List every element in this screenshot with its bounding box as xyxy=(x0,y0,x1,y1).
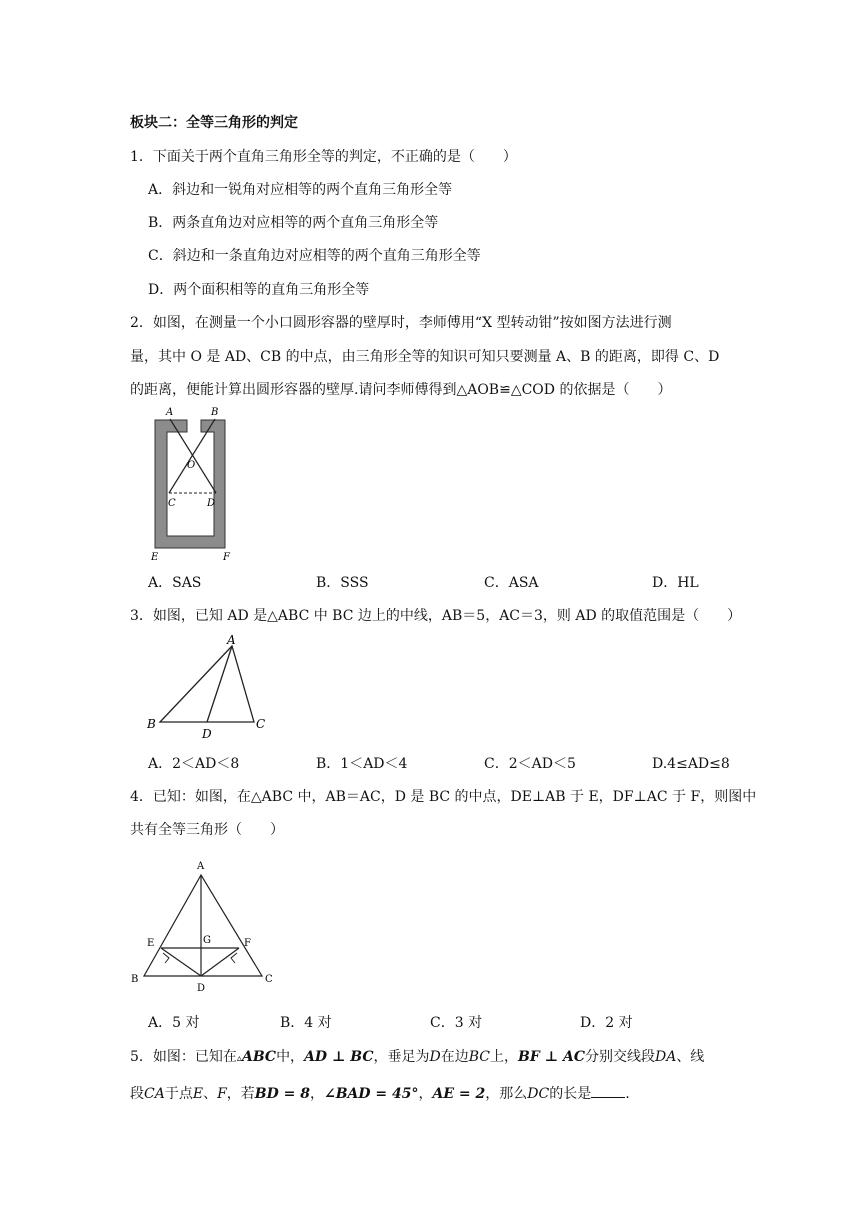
q5-line-1: 5．如图：已知在▵ABC中，AD ⊥ BC，垂足为D在边BC上，BF ⊥ AC分别交线段DA、线 xyxy=(130,1049,705,1065)
q2-figure xyxy=(145,405,245,565)
q1-option-c: C．斜边和一条直角边对应相等的两个直角三角形全等 xyxy=(148,248,481,264)
fig4-label-c: C xyxy=(265,974,273,985)
fig4-label-e: E xyxy=(147,938,155,949)
q4-line-2: 共有全等三角形（ ） xyxy=(130,822,284,838)
fig2-label-a: A xyxy=(166,407,174,418)
right-angle-mark-e xyxy=(163,953,169,963)
q4-option-d: D．2 对 xyxy=(580,1015,633,1031)
fig4-label-g: G xyxy=(203,935,211,946)
q5-line-2: 段CA于点E、F，若BD = 8，∠BAD = 45°，AE = 2，那么DC的长是 . xyxy=(130,1086,630,1102)
fig4-label-f: F xyxy=(244,938,251,949)
q4-figure xyxy=(125,855,275,995)
q3-option-a: A．2＜AD＜8 xyxy=(148,756,240,772)
fig4-label-a: A xyxy=(197,861,205,872)
answer-blank[interactable] xyxy=(591,1085,625,1098)
q2-option-c: C．ASA xyxy=(484,575,539,591)
fig3-label-d: D xyxy=(202,727,212,741)
fig2-label-c: C xyxy=(168,498,176,509)
q3-option-c: C．2＜AD＜5 xyxy=(484,756,576,772)
segment-df xyxy=(201,948,239,976)
segment-de xyxy=(161,948,201,976)
q4-line-1: 4．已知：如图，在△ABC 中，AB＝AC，D 是 BC 的中点，DE⊥AB 于 E，DF⊥AC 于 F，则图中 xyxy=(130,789,757,805)
q1-option-b: B．两条直角边对应相等的两个直角三角形全等 xyxy=(148,215,439,231)
q4-option-c: C．3 对 xyxy=(430,1015,483,1031)
q1-stem: 1．下面关于两个直角三角形全等的判定，不正确的是（ ） xyxy=(130,149,517,165)
fig2-label-d: D xyxy=(207,498,216,509)
q2-line-1: 2．如图，在测量一个小口圆形容器的壁厚时，李师傅用“X 型转动钳”按如图方法进行测 xyxy=(130,315,672,331)
q3-stem: 3．如图，已知 AD 是△ABC 中 BC 边上的中线，AB＝5，AC＝3，则 AD 的取值范围是（ ） xyxy=(130,608,742,624)
fig2-label-b: B xyxy=(211,407,219,418)
right-angle-mark-f xyxy=(231,953,237,963)
triangle-abc xyxy=(144,875,262,976)
q4-option-b: B．4 对 xyxy=(280,1015,332,1031)
q2-line-3: 的距离，便能计算出圆形容器的壁厚.请问李师傅得到△AOB≌△COD 的依据是（ ） xyxy=(130,382,672,398)
fig3-label-a: A xyxy=(227,634,236,647)
fig4-label-b: B xyxy=(131,974,139,985)
fig3-label-b: B xyxy=(147,717,156,731)
q3-option-d: D.4≤AD≤8 xyxy=(652,756,730,772)
q3-option-b: B．1＜AD＜4 xyxy=(316,756,408,772)
container-wall xyxy=(155,420,225,548)
q1-option-d: D．两个面积相等的直角三角形全等 xyxy=(148,282,370,298)
q2-option-d: D．HL xyxy=(652,575,699,591)
q4-option-a: A．5 对 xyxy=(148,1015,200,1031)
section-title: 板块二：全等三角形的判定 xyxy=(130,115,298,131)
q2-option-a: A．SAS xyxy=(148,575,202,591)
q1-option-a: A．斜边和一锐角对应相等的两个直角三角形全等 xyxy=(148,182,453,198)
fig4-label-d: D xyxy=(197,983,206,994)
fig3-label-c: C xyxy=(256,717,266,731)
fig2-label-e: E xyxy=(151,552,159,563)
q3-figure xyxy=(140,634,275,744)
q2-option-b: B．SSS xyxy=(316,575,369,591)
median-ad xyxy=(207,646,232,722)
fig2-label-o: O xyxy=(187,460,196,471)
fig2-label-f: F xyxy=(223,552,230,563)
triangle-abc xyxy=(160,646,254,722)
q2-line-2: 量，其中 O 是 AD、CB 的中点，由三角形全等的知识可知只要测量 A、B 的距离，即得 C、D xyxy=(130,349,720,365)
